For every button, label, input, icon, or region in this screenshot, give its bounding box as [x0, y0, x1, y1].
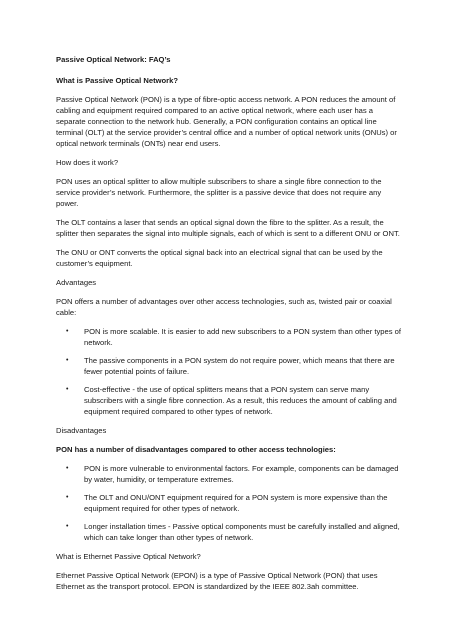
list-item: [56, 355, 401, 377]
bullet-icon: •: [66, 494, 69, 501]
document-page: [56, 54, 401, 600]
list-item: [56, 326, 401, 348]
bullet-icon: •: [66, 523, 69, 530]
heading-disadvantages: Disadvantages: [56, 426, 107, 435]
paragraph-advantages-intro: PON offers a number of advantages over other access technologies, such as, twisted pair or coaxial cable:: [56, 297, 392, 317]
bullet-icon: •: [66, 357, 69, 364]
list-item: [56, 521, 401, 543]
question-how-does-it-work: How does it work?: [56, 158, 119, 167]
document-title: Passive Optical Network: FAQ’s: [56, 55, 171, 64]
list-item-text: PON is more scalable. It is easier to add new subscribers to a PON system than other types of network.: [84, 327, 401, 347]
paragraph-olt-laser: The OLT contains a laser that sends an optical signal down the fibre to the splitter. As a result, the splitter then separates the signal into multiple signals, each of which is sent to a different ONU or ONT.: [56, 218, 400, 238]
list-item: [56, 463, 401, 485]
advantages-list: [56, 326, 401, 417]
heading-advantages: Advantages: [56, 278, 97, 287]
list-item: [56, 492, 401, 514]
list-item-text: Longer installation times - Passive optical components must be carefully installed and aligned, which can take longer than other types of network.: [84, 522, 400, 542]
list-item: [56, 384, 401, 417]
list-item-text: The passive components in a PON system do not require power, which means that there are fewer potential points of failure.: [84, 356, 395, 376]
list-item-text: PON is more vulnerable to environmental factors. For example, components can be damaged by water, humidity, or temperature extremes.: [84, 464, 399, 484]
bullet-icon: •: [66, 465, 69, 472]
paragraph-splitter: PON uses an optical splitter to allow multiple subscribers to share a single fibre connection to the service provider’s network. Furthermore, the splitter is a passive device that does not require any power.: [56, 177, 382, 208]
paragraph-pon-definition: Passive Optical Network (PON) is a type of fibre-optic access network. A PON reduces the amount of cabling and equipment required compared to an active optical network, where each user has a separate connection to the network hub. Generally, a PON configuration contains an optical line terminal (OLT) at the service provider’s central office and a number of optical network units (ONUs) or optical network terminals (ONTs) near end users.: [56, 95, 397, 148]
paragraph-disadvantages-intro: PON has a number of disadvantages compared to other access technologies:: [56, 445, 336, 454]
list-item-text: Cost-effective - the use of optical splitters means that a PON system can serve many subscribers with a single fibre connection. As a result, this reduces the amount of cabling and equipment required compared to other types of network.: [84, 385, 397, 416]
paragraph-onu-conversion: The ONU or ONT converts the optical signal back into an electrical signal that can be used by the customer’s equipment.: [56, 248, 383, 268]
bullet-icon: •: [66, 328, 69, 335]
list-item-text: The OLT and ONU/ONT equipment required for a PON system is more expensive than the equipment required for other types of network.: [84, 493, 388, 513]
bullet-icon: •: [66, 386, 69, 393]
question-what-is-epon: What is Ethernet Passive Optical Network?: [56, 552, 201, 561]
paragraph-epon-definition: Ethernet Passive Optical Network (EPON) is a type of Passive Optical Network (PON) that uses Ethernet as the transport protocol. EPON is standardized by the IEEE 802.3ah committee.: [56, 571, 378, 591]
question-what-is-pon: What is Passive Optical Network?: [56, 76, 178, 85]
disadvantages-list: [56, 463, 401, 543]
